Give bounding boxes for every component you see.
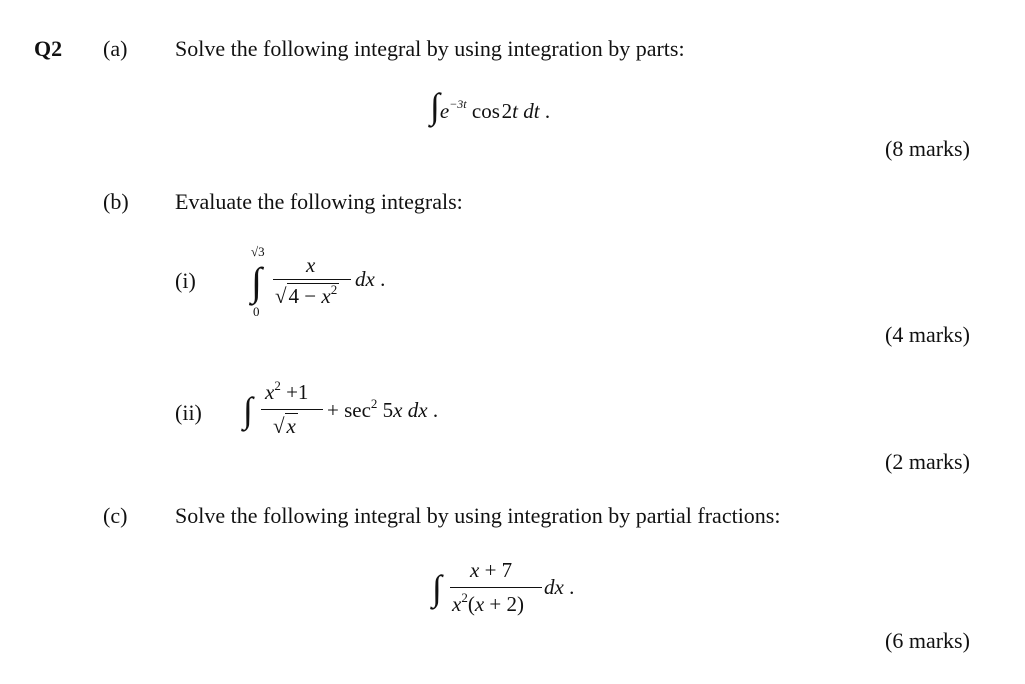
part-c-label: (c) [103,503,128,528]
question-number: Q2 [34,36,63,61]
part-b-i-marks: (4 marks) [885,322,970,347]
part-c-instruction: Solve the following integral by using integration by partial fractions: [175,503,781,528]
part-b-ii-marks: (2 marks) [885,449,970,474]
part-b-instruction: Evaluate the following integrals: [175,189,463,214]
part-b-ii-integral: ∫ $x^2 +1$ √x + $\sec^2 5x$ dx . [243,378,439,438]
part-c-integral: ∫ x + 7 $x^2(x + 2)$ dx . [432,558,575,616]
part-a-marks: (8 marks) [885,136,970,161]
part-a-integral: $\int e^{-3t}$ cos 2t dt . [430,86,551,126]
part-a-instruction: Solve the following integral by using integration by parts: [175,36,685,61]
part-b-i-label: (i) [175,268,196,293]
part-b-ii-label: (ii) [175,400,202,425]
part-b-label: (b) [103,189,129,214]
part-b-i-integral: √3 ∫ 0 x $√4 - x^2$ dx . [251,244,386,319]
part-a-label: (a) [103,36,128,61]
part-c-marks: (6 marks) [885,628,970,653]
